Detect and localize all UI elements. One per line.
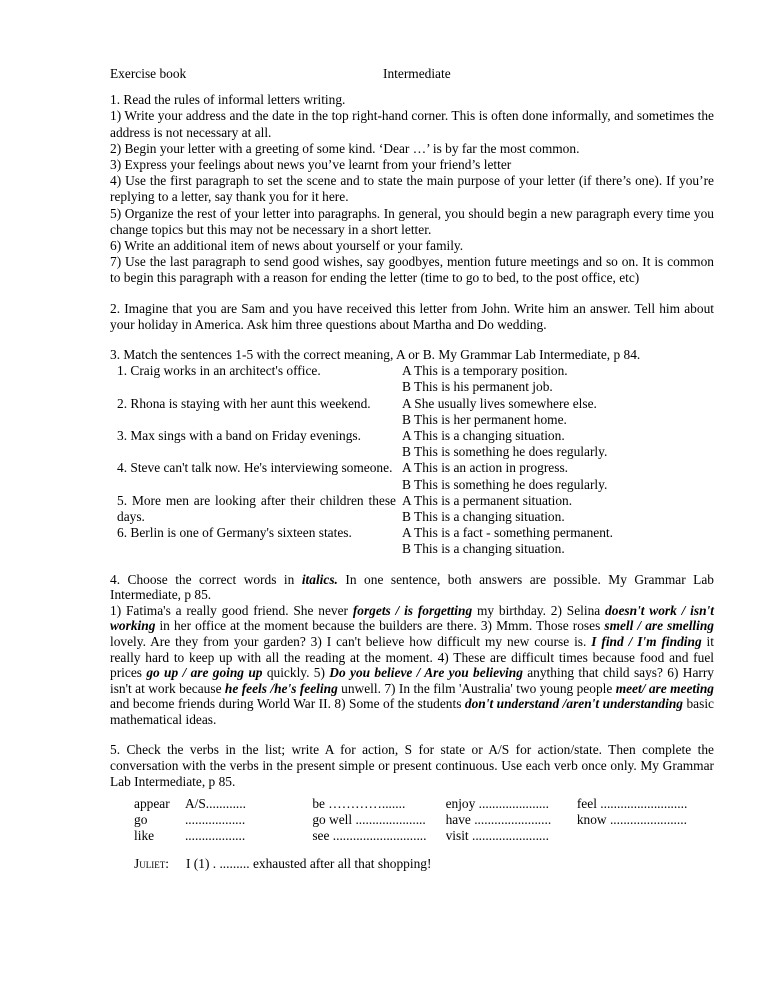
choice-option: smell / are smelling [604, 618, 714, 634]
dialog-text: I (1) . ......... exhausted after all that shopping! [186, 856, 432, 872]
choice-option: meet/ are meeting [615, 680, 714, 696]
rule-6: 6) Write an additional item of news about yourself or your family. [110, 238, 464, 254]
option-b: B This is a changing situation. [402, 509, 565, 525]
option-a: A This is an action in progress. [402, 460, 569, 476]
choice-option: forgets / is forgetting [352, 602, 473, 618]
match-sentence: 4. Steve can't talk now. He's interviewing someone. [117, 460, 393, 476]
rule-7: 7) Use the last paragraph to send good wishes, say goodbyes, mention future meetings and so on. It is common to begin this paragraph with a reason for ending the letter (time to go to bed, to the post office, etc) [110, 254, 714, 286]
rule-3: 3) Express your feelings about news you’ve learnt from your friend’s letter [110, 157, 512, 173]
verb-cell: appear [134, 796, 170, 812]
match-row [110, 428, 714, 460]
exercise-2: 2. Imagine that you are Sam and you have received this letter from John. Write him an answer. Tell him about your holiday in America. Ask him three questions about Martha and Do wedding. [110, 300, 714, 332]
verb-row [134, 796, 714, 812]
title-text: In one sentence, both answers are possible. My Grammar Lab Intermediate, p 85. [110, 571, 714, 603]
page-header [110, 66, 714, 82]
option-a: A This is a fact - something permanent. [402, 525, 613, 541]
verb-cell: enjoy ..................... [445, 796, 549, 812]
match-sentence: 5. More men are looking after their children these days. [117, 492, 396, 525]
verb-cell: have ....................... [445, 812, 552, 828]
match-sentence: 6. Berlin is one of Germany's sixteen states. [117, 525, 352, 541]
sentence-text: 1) Fatima's a really good friend. She never [110, 602, 353, 618]
match-options [396, 493, 714, 525]
sentence-text: anything that child says? 6) Harry isn't at work because [110, 665, 714, 696]
match-sentence: 3. Max sings with a band on Friday evenings. [117, 428, 361, 444]
exercise-4-title [110, 572, 714, 603]
match-row [110, 460, 714, 492]
option-a: A This is a permanent situation. [402, 492, 573, 508]
option-b: B This is something he does regularly. [402, 476, 608, 492]
match-options [396, 363, 714, 395]
exercise-5-instructions: 5. Check the verbs in the list; write A for action, S for state or A/S for action/state. Then complete the conversation with the verbs in the present simple or present continuous. Use each verb once only. My Grammar Lab Intermediate, p 85. [110, 741, 714, 790]
speaker-name: Juliet: [134, 856, 169, 872]
match-sentence: 1. Craig works in an architect's office. [117, 363, 321, 379]
verb-cell: visit ....................... [445, 828, 549, 844]
choice-option: don't understand /aren't understanding [464, 696, 683, 712]
rule-2: 2) Begin your letter with a greeting of some kind. ‘Dear …’ is by far the most common. [110, 140, 580, 156]
option-b: B This is something he does regularly. [402, 444, 608, 460]
verb-cell [577, 828, 714, 844]
exercise-1-title: 1. Read the rules of informal letters writing. [110, 92, 346, 108]
option-a: A This is a changing situation. [402, 428, 565, 444]
exercise-4-sentences [110, 603, 714, 728]
verb-list [134, 796, 714, 844]
sentence-text: in her office at the moment because the builders are there. 3) Mmm. Those roses [155, 618, 605, 634]
match-row [110, 525, 714, 557]
option-a: A She usually lives somewhere else. [402, 395, 597, 411]
rule-4: 4) Use the first paragraph to set the scene and to state the main purpose of your letter (if there’s one). If you’re replying to a letter, say thank you for it here. [110, 173, 714, 205]
verb-row [134, 812, 714, 828]
match-options [396, 396, 714, 428]
verb-cell: .................. [184, 828, 246, 844]
match-row [110, 493, 714, 525]
verb-cell: be …………....... [312, 796, 406, 812]
exercise-1 [110, 92, 714, 286]
verb-cell: like [134, 828, 155, 844]
verb-cell: go well ..................... [312, 812, 426, 828]
match-options [396, 460, 714, 492]
exercise-5 [110, 742, 714, 873]
title-text: 4. Choose the correct words in [110, 571, 302, 587]
sentence-text: it really hard to keep up with all the reading at the moment. 4) These are difficult times because food and fuel prices [110, 634, 714, 681]
option-b: B This is his permanent job. [402, 379, 553, 395]
verb-cell: feel .......................... [576, 796, 688, 812]
verb-cell: know ....................... [576, 812, 687, 828]
header-right: Intermediate [383, 66, 451, 81]
verb-cell: go [134, 812, 148, 828]
match-options [396, 428, 714, 460]
option-b: B This is her permanent home. [402, 411, 567, 427]
match-sentence: 2. Rhona is staying with her aunt this weekend. [117, 395, 371, 411]
match-row [110, 396, 714, 428]
exercise-3-title: 3. Match the sentences 1-5 with the correct meaning, A or B. My Grammar Lab Intermediate, p 84. [110, 347, 641, 363]
option-b: B This is a changing situation. [402, 541, 565, 557]
option-a: A This is a temporary position. [402, 363, 568, 379]
sentence-text: basic mathematical ideas. [110, 696, 714, 728]
sentence-text: and become friends during World War II. 8) Some of the students [110, 696, 465, 712]
title-italic: italics. [301, 571, 338, 587]
choice-option: doesn't work / isn't working [110, 602, 714, 634]
choice-option: go up / are going up [146, 665, 263, 681]
sentence-text: lovely. Are they from your garden? 3) I can't believe how difficult my new course is. [110, 634, 592, 650]
match-row [110, 363, 714, 395]
dialog-line [134, 856, 714, 872]
rule-5: 5) Organize the rest of your letter into paragraphs. In general, you should begin a new paragraph every time you change topics but this may not be necessary in a short letter. [110, 205, 714, 237]
exercise-3 [110, 347, 714, 558]
verb-row [134, 828, 714, 844]
match-options [396, 525, 714, 557]
sentence-text: quickly. 5) [262, 665, 330, 681]
exercise-4 [110, 572, 714, 728]
sentence-text: unwell. 7) In the film 'Australia' two young people [337, 680, 616, 696]
choice-option: Do you believe / Are you believing [329, 665, 523, 681]
document-page [110, 66, 714, 872]
header-left: Exercise book [110, 66, 187, 81]
rule-1: 1) Write your address and the date in the top right-hand corner. This is often done informally, and sometimes the address is not necessary at all. [110, 108, 714, 140]
sentence-text: my birthday. 2) Selina [472, 602, 606, 618]
verb-cell: .................. [184, 812, 246, 828]
verb-cell: see ............................ [312, 828, 427, 844]
choice-option: he feels /he's feeling [224, 680, 338, 696]
verb-cell: A/S............ [184, 796, 246, 812]
choice-option: I find / I'm finding [591, 634, 702, 650]
